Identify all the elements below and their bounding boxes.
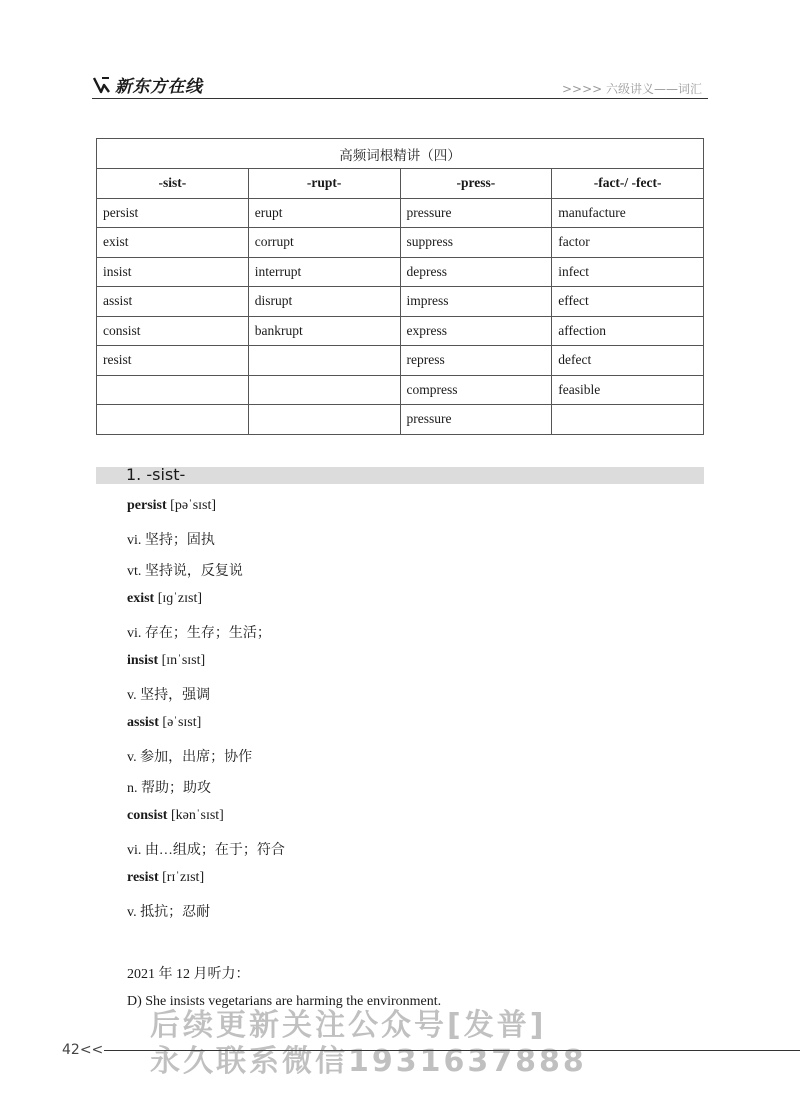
entry-phonetic: [pəˈsɪst]	[170, 498, 217, 513]
page-header	[92, 68, 708, 99]
column-header: -rupt-	[248, 169, 400, 199]
table-title-row	[97, 139, 704, 169]
entry-word: consist	[127, 808, 168, 823]
column-header: -press-	[400, 169, 552, 199]
header-breadcrumb: >>>> 六级讲义——词汇	[561, 82, 702, 96]
table-cell: manufacture	[552, 198, 704, 228]
table-row	[97, 228, 704, 258]
entry-word-line	[127, 870, 204, 886]
entry-word-line	[127, 715, 201, 731]
column-header: -sist-	[97, 169, 249, 199]
table-cell: feasible	[552, 375, 704, 405]
table-cell: disrupt	[248, 287, 400, 317]
entry-definition: v. 参加，出席；协作	[127, 750, 253, 765]
entry-definition: v. 坚持，强调	[127, 688, 211, 703]
table-cell	[248, 346, 400, 376]
entry-phonetic: [ɪnˈsɪst]	[161, 653, 206, 668]
entry-word: insist	[127, 653, 159, 668]
table-row	[97, 198, 704, 228]
table-row	[97, 346, 704, 376]
logo-text: 新东方在线	[115, 77, 203, 97]
table-cell: exist	[97, 228, 249, 258]
table-row	[97, 287, 704, 317]
brand-logo	[92, 72, 203, 97]
entry-definition: n. 帮助；助攻	[127, 781, 211, 796]
section-heading: 1. -sist-	[126, 465, 186, 484]
entry-phonetic: [rɪˈzɪst]	[162, 870, 205, 885]
table-cell: pressure	[400, 198, 552, 228]
entry-word: persist	[127, 498, 167, 513]
table-cell: insist	[97, 257, 249, 287]
table-cell: depress	[400, 257, 552, 287]
table-cell: factor	[552, 228, 704, 258]
exam-label: 2021 年 12 月听力：	[127, 967, 250, 982]
entry-definition: v. 抵抗；忍耐	[127, 905, 211, 920]
table-cell: effect	[552, 287, 704, 317]
entry-word: exist	[127, 591, 155, 606]
table-cell	[248, 375, 400, 405]
table-cell: compress	[400, 375, 552, 405]
table-cell	[248, 405, 400, 435]
table-cell: suppress	[400, 228, 552, 258]
exam-sentence: D) She insists vegetarians are harming the environment.	[127, 994, 442, 1009]
entry-word-line	[127, 498, 216, 514]
footer-rule	[104, 1050, 800, 1051]
table-cell: resist	[97, 346, 249, 376]
table-cell: bankrupt	[248, 316, 400, 346]
entry-word-line	[127, 591, 202, 607]
watermark-line-1: 后续更新关注公众号[发普]	[150, 1008, 547, 1043]
entry-word: assist	[127, 715, 159, 730]
table-cell: express	[400, 316, 552, 346]
table-cell: repress	[400, 346, 552, 376]
table-cell: erupt	[248, 198, 400, 228]
table-cell: consist	[97, 316, 249, 346]
table-cell: persist	[97, 198, 249, 228]
watermark-line-2: 永久联系微信1931637888	[150, 1044, 587, 1079]
table-cell: corrupt	[248, 228, 400, 258]
entry-word-line	[127, 808, 224, 824]
entry-word-line	[127, 653, 205, 669]
entry-phonetic: [ɪɡˈzɪst]	[157, 591, 203, 606]
table-row	[97, 405, 704, 435]
table-cell: defect	[552, 346, 704, 376]
entry-definition: vi. 由…组成；在于；符合	[127, 843, 285, 858]
entry-word: resist	[127, 870, 159, 885]
table-row	[97, 375, 704, 405]
table-cell: pressure	[400, 405, 552, 435]
entry-phonetic: [kənˈsɪst]	[170, 808, 224, 823]
table-header-row	[97, 169, 704, 199]
root-vocab-table	[96, 138, 704, 435]
table-row	[97, 316, 704, 346]
entry-definition: vi. 坚持；固执	[127, 533, 215, 548]
table-cell: interrupt	[248, 257, 400, 287]
table-cell: assist	[97, 287, 249, 317]
table-cell	[97, 405, 249, 435]
logo-mark-icon	[92, 75, 112, 95]
table-row	[97, 257, 704, 287]
entry-phonetic: [əˈsɪst]	[162, 715, 202, 730]
column-header: -fact-/ -fect-	[552, 169, 704, 199]
section-heading-bar	[96, 467, 704, 484]
page-number: 42<<	[62, 1042, 104, 1058]
table-cell: infect	[552, 257, 704, 287]
entry-definition: vi. 存在；生存；生活；	[127, 626, 271, 641]
table-cell	[552, 405, 704, 435]
table-title: 高频词根精讲（四）	[97, 139, 704, 169]
entry-definition: vt. 坚持说，反复说	[127, 564, 243, 579]
table-cell: impress	[400, 287, 552, 317]
table-cell: affection	[552, 316, 704, 346]
table-cell	[97, 375, 249, 405]
